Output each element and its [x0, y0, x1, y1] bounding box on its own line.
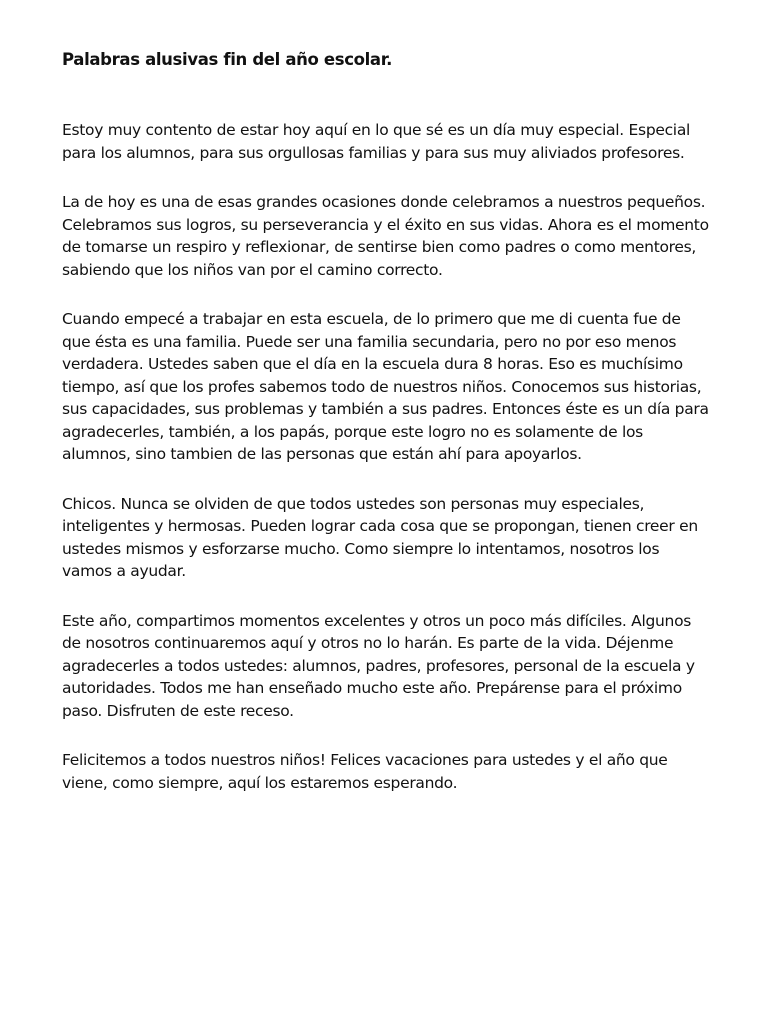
paragraph-celebration: La de hoy es una de esas grandes ocasiones donde celebramos a nuestros pequeños. Celebramos sus logros, su perseverancia y el éxito en sus vidas. Ahora es el momento de tomarse un respiro y reflexionar, de sentirse bien como padres o como mentores, sabiendo que los niños van por el camino correcto. [62, 193, 709, 279]
document-title: Palabras alusivas fin del año escolar. [62, 50, 393, 69]
paragraph-closing: Felicitemos a todos nuestros niños! Felices vacaciones para ustedes y el año que viene, como siempre, aquí los estaremos esperando. [62, 751, 668, 792]
paragraph-school-family: Cuando empecé a trabajar en esta escuela, de lo primero que me di cuenta fue de que ésta es una familia. Puede ser una familia secundaria, pero no por eso menos verdadera. Ustedes saben que el día en la escuela dura 8 horas. Eso es muchísimo tiempo, así que los profes sabemos todo de nuestros niños. Conocemos sus historias, sus capacidades, sus problemas y también a sus padres. Entonces éste es un día para agradecerles, también, a los papás, porque este logro no es solamente de los alumnos, sino tambien de las personas que están ahí para apoyarlos. [62, 310, 709, 463]
paragraph-greeting: Estoy muy contento de estar hoy aquí en lo que sé es un día muy especial. Especial para los alumnos, para sus orgullosas familias y para sus muy aliviados profesores. [62, 121, 691, 162]
paragraph-students: Chicos. Nunca se olviden de que todos ustedes son personas muy especiales, inteligentes y hermosas. Pueden lograr cada cosa que se propongan, tienen creer en ustedes mismos y esforzarse mucho. Como siempre lo intentamos, nosotros los vamos a ayudar. [62, 494, 698, 580]
paragraph-thanks: Este año, compartimos momentos excelentes y otros un poco más difíciles. Algunos de nosotros continuaremos aquí y otros no lo harán. Es parte de la vida. Déjenme agradecerles a todos ustedes: alumnos, padres, profesores, personal de la escuela y autoridades. Todos me han enseñado mucho este año. Prepárense para el próximo paso. Disfruten de este receso. [62, 611, 695, 720]
document-body [62, 48, 712, 794]
